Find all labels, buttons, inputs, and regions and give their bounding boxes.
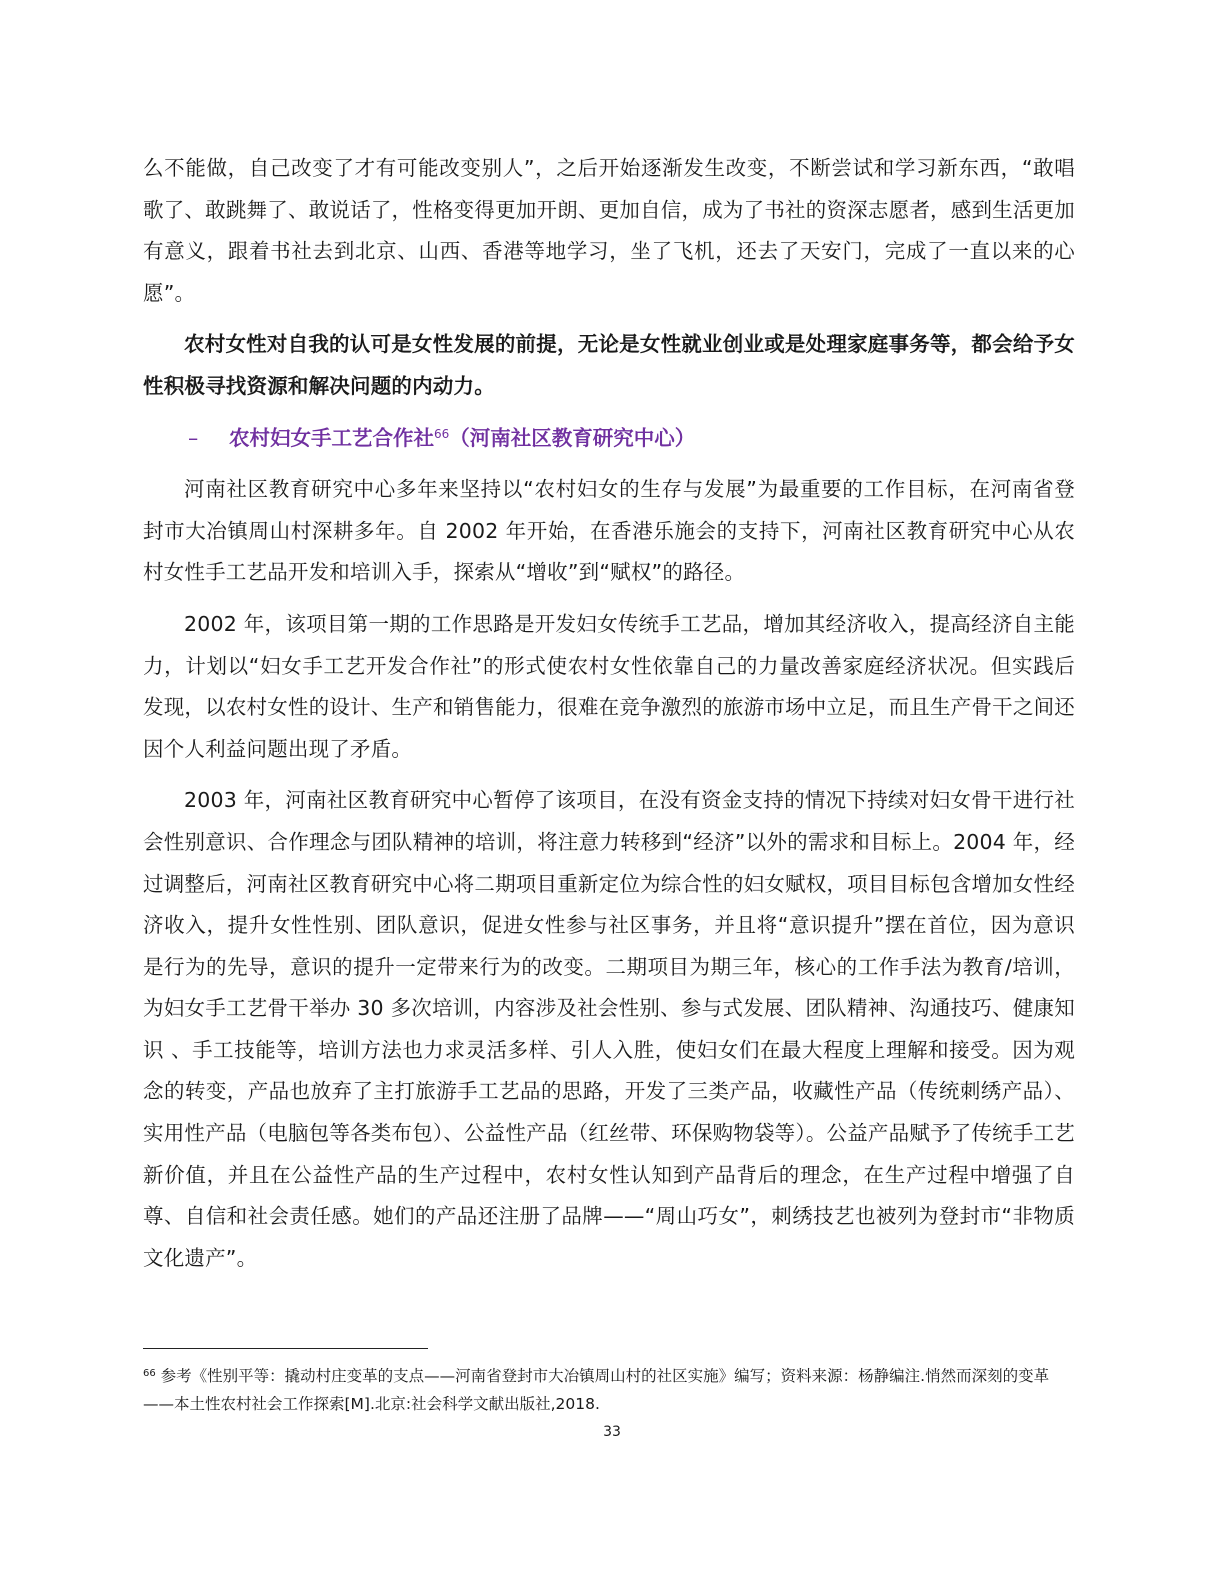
- footnote-divider: [143, 1348, 428, 1349]
- section-paragraph-2: 2002 年，该项目第一期的工作思路是开发妇女传统手工艺品，增加其经济收入，提高经济自主能力，计划以“妇女手工艺开发合作社”的形式使农村女性依靠自己的力量改善家庭经济状况。但实践后发现，以农村女性的设计、生产和销售能力，很难在竞争激烈的旅游市场中立足，而且生产骨干之间还因个人利益问题出现了矛盾。: [143, 611, 1075, 761]
- document-body: [143, 148, 1075, 1279]
- section-paragraph-1: 河南社区教育研究中心多年来坚持以“农村妇女的生存与发展”为最重要的工作目标，在河南省登封市大冶镇周山村深耕多年。自 2002 年开始，在香港乐施会的支持下，河南社区教育研究中心从农村女性手工艺品开发和培训入手，探索从“增收”到“赋权”的路径。: [143, 477, 1075, 585]
- section-subtitle: （河南社区教育研究中心）: [449, 425, 696, 450]
- footnote-text: 参考《性别平等：撬动村庄变革的支点——河南省登封市大冶镇周山村的社区实施》编写；资料来源：杨静编注.悄然而深刻的变革——本土性农村社会工作探索[M].北京:社会科学文献出版社,2018.: [143, 1367, 1050, 1413]
- key-point-paragraph: 农村女性对自我的认可是女性发展的前提，无论是女性就业创业或是处理家庭事务等，都会给予女性积极寻找资源和解决问题的内动力。: [143, 332, 1075, 398]
- footnote-ref[interactable]: 66: [434, 426, 450, 441]
- list-dash-marker: –: [188, 425, 199, 450]
- continued-paragraph: 么不能做，自己改变了才有可能改变别人”，之后开始逐渐发生改变，不断尝试和学习新东西，“敢唱歌了、敢跳舞了、敢说话了，性格变得更加开朗、更加自信，成为了书社的资深志愿者，感到生活更加有意义，跟着书社去到北京、山西、香港等地学习，坐了飞机，还去了天安门，完成了一直以来的心愿”。: [143, 156, 1075, 305]
- section-title: 农村妇女手工艺合作社: [229, 425, 434, 450]
- footnote: [143, 1362, 1075, 1418]
- footnote-number: 66: [143, 1368, 156, 1379]
- section-paragraph-3: 2003 年，河南社区教育研究中心暂停了该项目，在没有资金支持的情况下持续对妇女骨干进行社会性别意识、合作理念与团队精神的培训，将注意力转移到“经济”以外的需求和目标上。2004 年，经过调整后，河南社区教育研究中心将二期项目重新定位为综合性的妇女赋权，项目目标包含增加女性经济收入，提升女性性别、团队意识，促进女性参与社区事务，并且将“意识提升”摆在首位，因为意识是行为的先导，意识的提升一定带来行为的改变。二期项目为期三年，核心的工作手法为教育/培训，为妇女手工艺骨干举办 30 多次培训，内容涉及社会性别、参与式发展、团队精神、沟通技巧、健康知识 、手工技能等，培训方法也力求灵活多样、引人入胜，使妇女们在最大程度上理解和接受。因为观念的转变，产品也放弃了主打旅游手工艺品的思路，开发了三类产品，收藏性产品（传统刺绣产品）、实用性产品（电脑包等各类布包）、公益性产品（红丝带、环保购物袋等）。公益产品赋予了传统手工艺新价值，并且在公益性产品的生产过程中，农村女性认知到产品背后的理念，在生产过程中增强了自尊、自信和社会责任感。她们的产品还注册了品牌——“周山巧女”，刺绣技艺也被列为登封市“非物质文化遗产”。: [143, 788, 1075, 1270]
- page-number: 33: [603, 1424, 621, 1440]
- section-heading: [143, 418, 1075, 460]
